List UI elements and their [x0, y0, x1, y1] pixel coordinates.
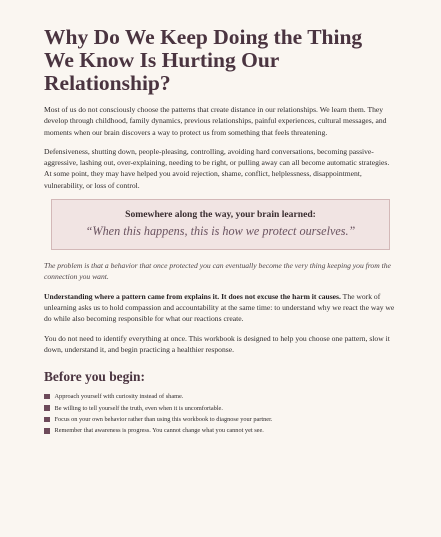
list-item-text: Approach yourself with curiosity instead of shame. — [54, 393, 184, 401]
list-item-text: Be willing to tell yourself the truth, even when it is uncomfortable. — [54, 404, 223, 412]
square-bullet-icon — [44, 405, 50, 411]
understanding-paragraph — [44, 291, 397, 325]
callout-quote: “When this happens, this is how we protect ourselves.” — [85, 224, 356, 239]
section-heading: Before you begin: — [44, 369, 145, 385]
square-bullet-icon — [44, 394, 50, 400]
intro-paragraph: Most of us do not consciously choose the patterns that create distance in our relationships. We learn them. They develop through childhood, family dynamics, previous relationships, painful experiences, cultural messages, and moments when our brain discovers a way to protect us from something that feels threatening. — [44, 105, 387, 137]
square-bullet-icon — [44, 428, 50, 434]
list-item — [44, 426, 397, 435]
list-item-text: Remember that awareness is progress. You cannot change what you cannot yet see. — [54, 427, 264, 435]
problem-note: The problem is that a behavior that once protected you can eventually become the very thing keeping you from the connection you want. — [44, 261, 391, 282]
callout-box — [51, 199, 390, 250]
list-item-text: Focus on your own behavior rather than using this workbook to diagnose your partner. — [54, 415, 273, 423]
patterns-paragraph: Defensiveness, shutting down, people-pleasing, controlling, avoiding hard conversations, becoming passive-aggressive, lashing out, over-explaining, needing to be right, or pulling away can all become automatic strategies. At some point, they may have helped you avoid rejection, shame, conflict, helplessness, disappointment, vulnerability, or loss of control. — [44, 146, 390, 190]
list-item — [44, 415, 397, 424]
workbook-paragraph: You do not need to identify everything at once. This workbook is designed to help you choose one pattern, slow it down, understand it, and begin practicing a healthier response. — [44, 333, 390, 354]
list-item — [44, 392, 397, 401]
callout-heading: Somewhere along the way, your brain learned: — [125, 209, 316, 221]
list-item — [44, 404, 397, 413]
understanding-rest: The work of unlearning asks us to hold compassion and accountability at the same time: to understand why we react the way we do while also becoming responsible for what our reactions create. — [44, 291, 395, 324]
before-you-begin-list — [44, 392, 397, 436]
understanding-bold-lead: Understanding where a pattern came from explains it. It does not excuse the harm it causes. — [44, 291, 341, 301]
square-bullet-icon — [44, 417, 50, 423]
page-title: Why Do We Keep Doing the Thing We Know Is Hurting Our Relationship? — [44, 25, 363, 95]
